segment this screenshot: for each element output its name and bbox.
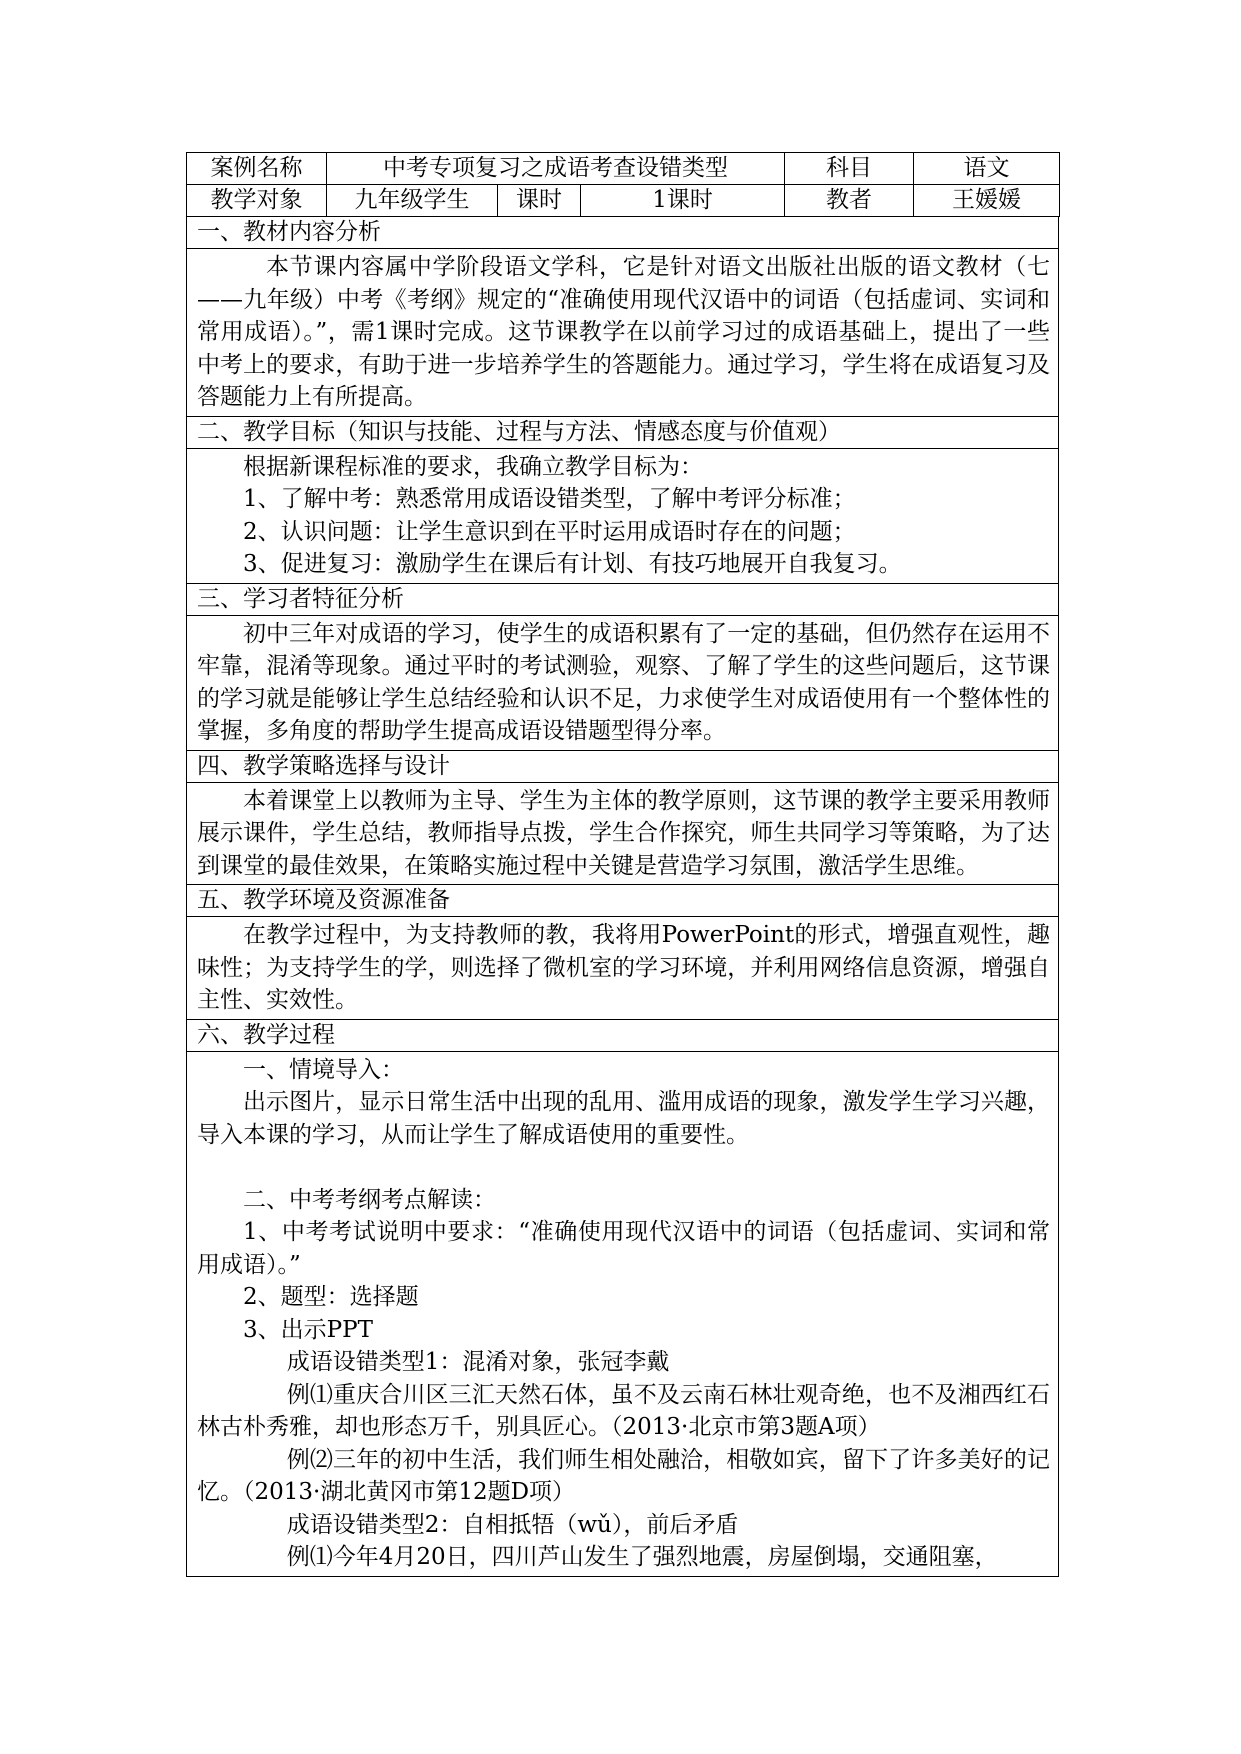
- header-table: [186, 152, 1060, 217]
- subject-label: 科目: [785, 153, 914, 185]
- section-2-title: 二、教学目标（知识与技能、过程与方法、情感态度与价值观）: [186, 417, 1059, 449]
- target-value: 九年级学生: [327, 185, 498, 217]
- step-2-title: 二、中考考纲考点解读：: [243, 1186, 496, 1213]
- section-6-title: 六、教学过程: [186, 1020, 1059, 1052]
- header-row-1: [187, 153, 1060, 185]
- section-3-title: 三、学习者特征分析: [186, 584, 1059, 616]
- target-label: 教学对象: [187, 185, 327, 217]
- blank-line: [197, 1151, 1050, 1184]
- error-type-1: 成语设错类型1：混淆对象，张冠李戴: [286, 1349, 670, 1375]
- teacher-value: 王媛媛: [914, 185, 1060, 217]
- section-1-paragraph: 本节课内容属中学阶段语文学科，它是针对语文出版社出版的语文教材（七——九年级）中考《考纲》规定的“准确使用现代汉语中的词语（包括虚词、实词和常用成语）。”，需1课时完成。这节课教学在以前学习过的成语基础上，提出了一些中考上的要求，有助于进一步培养学生的答题能力。通过学习，学生将在成语复习及答题能力上有所提高。: [197, 254, 1050, 410]
- subject-value: 语文: [914, 153, 1060, 185]
- case-name-label: 案例名称: [187, 153, 327, 185]
- goal-item-2: 2、认识问题：让学生意识到在平时运用成语时存在的问题；: [243, 518, 856, 545]
- section-4-title: 四、教学策略选择与设计: [186, 751, 1059, 783]
- section-1-body: [186, 249, 1059, 417]
- section-1-title: 一、教材内容分析: [186, 217, 1059, 249]
- section-3-body: [186, 616, 1059, 751]
- type-1-example-2: 例⑵三年的初中生活，我们师生相处融洽，相敬如宾，留下了许多美好的记忆。（2013·湖北黄冈市第12题D项）: [197, 1446, 1050, 1505]
- section-2-body: [186, 449, 1059, 584]
- section-6-body: [186, 1052, 1059, 1577]
- teacher-label: 教者: [785, 185, 914, 217]
- lesson-plan-sheet: [186, 152, 1059, 1577]
- step-1-title: 一、情境导入：: [243, 1056, 404, 1083]
- section-4-paragraph: 本着课堂上以教师为主导、学生为主体的教学原则，这节课的教学主要采用教师展示课件，学生总结，教师指导点拨，学生合作探究，师生共同学习等策略，为了达到课堂的最佳效果，在策略实施过程中关键是营造学习氛围，激活学生思维。: [197, 787, 1050, 879]
- goal-item-3: 3、促进复习：激励学生在课后有计划、有技巧地展开自我复习。: [243, 551, 902, 577]
- step-1-body: 出示图片，显示日常生活中出现的乱用、滥用成语的现象，激发学生学习兴趣，导入本课的学习，从而让学生了解成语使用的重要性。: [197, 1089, 1050, 1148]
- goal-item-1: 1、了解中考：熟悉常用成语设错类型，了解中考评分标准；: [243, 486, 856, 512]
- section-5-title: 五、教学环境及资源准备: [186, 885, 1059, 917]
- section-3-paragraph: 初中三年对成语的学习，使学生的成语积累有了一定的基础，但仍然存在运用不牢靠，混淆等现象。通过平时的考试测验，观察、了解了学生的这些问题后，这节课的学习就是能够让学生总结经验和认识不足，力求使学生对成语使用有一个整体性的掌握，多角度的帮助学生提高成语设错题型得分率。: [197, 620, 1050, 744]
- section-5-body: [186, 917, 1059, 1020]
- case-name-value: 中考专项复习之成语考查设错类型: [327, 153, 785, 185]
- section-4-body: [186, 783, 1059, 886]
- header-row-2: [187, 185, 1060, 217]
- section-5-paragraph: 在教学过程中，为支持教师的教，我将用PowerPoint的形式，增强直观性，趣味性；为支持学生的学，则选择了微机室的学习环境，并利用网络信息资源，增强自主性、实效性。: [197, 922, 1050, 1013]
- type-2-example-1: 例⑴今年4月20日，四川芦山发生了强烈地震，房屋倒塌，交通阻塞，: [286, 1544, 998, 1570]
- step-2-item-1: 1、中考考试说明中要求：“准确使用现代汉语中的词语（包括虚词、实词和常用成语）。”: [197, 1219, 1050, 1278]
- hours-value: 1课时: [581, 185, 785, 217]
- error-type-2: 成语设错类型2：自相抵牾（wǔ），前后矛盾: [286, 1511, 739, 1538]
- step-2-item-3: 3、出示PPT: [243, 1316, 373, 1343]
- hours-label: 课时: [498, 185, 581, 217]
- type-1-example-1: 例⑴重庆合川区三汇天然石体，虽不及云南石林壮观奇绝，也不及湘西红石林古朴秀雅，却也形态万千，别具匠心。（2013·北京市第3题A项）: [197, 1381, 1050, 1440]
- step-2-item-2: 2、题型：选择题: [243, 1284, 419, 1310]
- section-2-intro: 根据新课程标准的要求，我确立教学目标为：: [243, 453, 703, 480]
